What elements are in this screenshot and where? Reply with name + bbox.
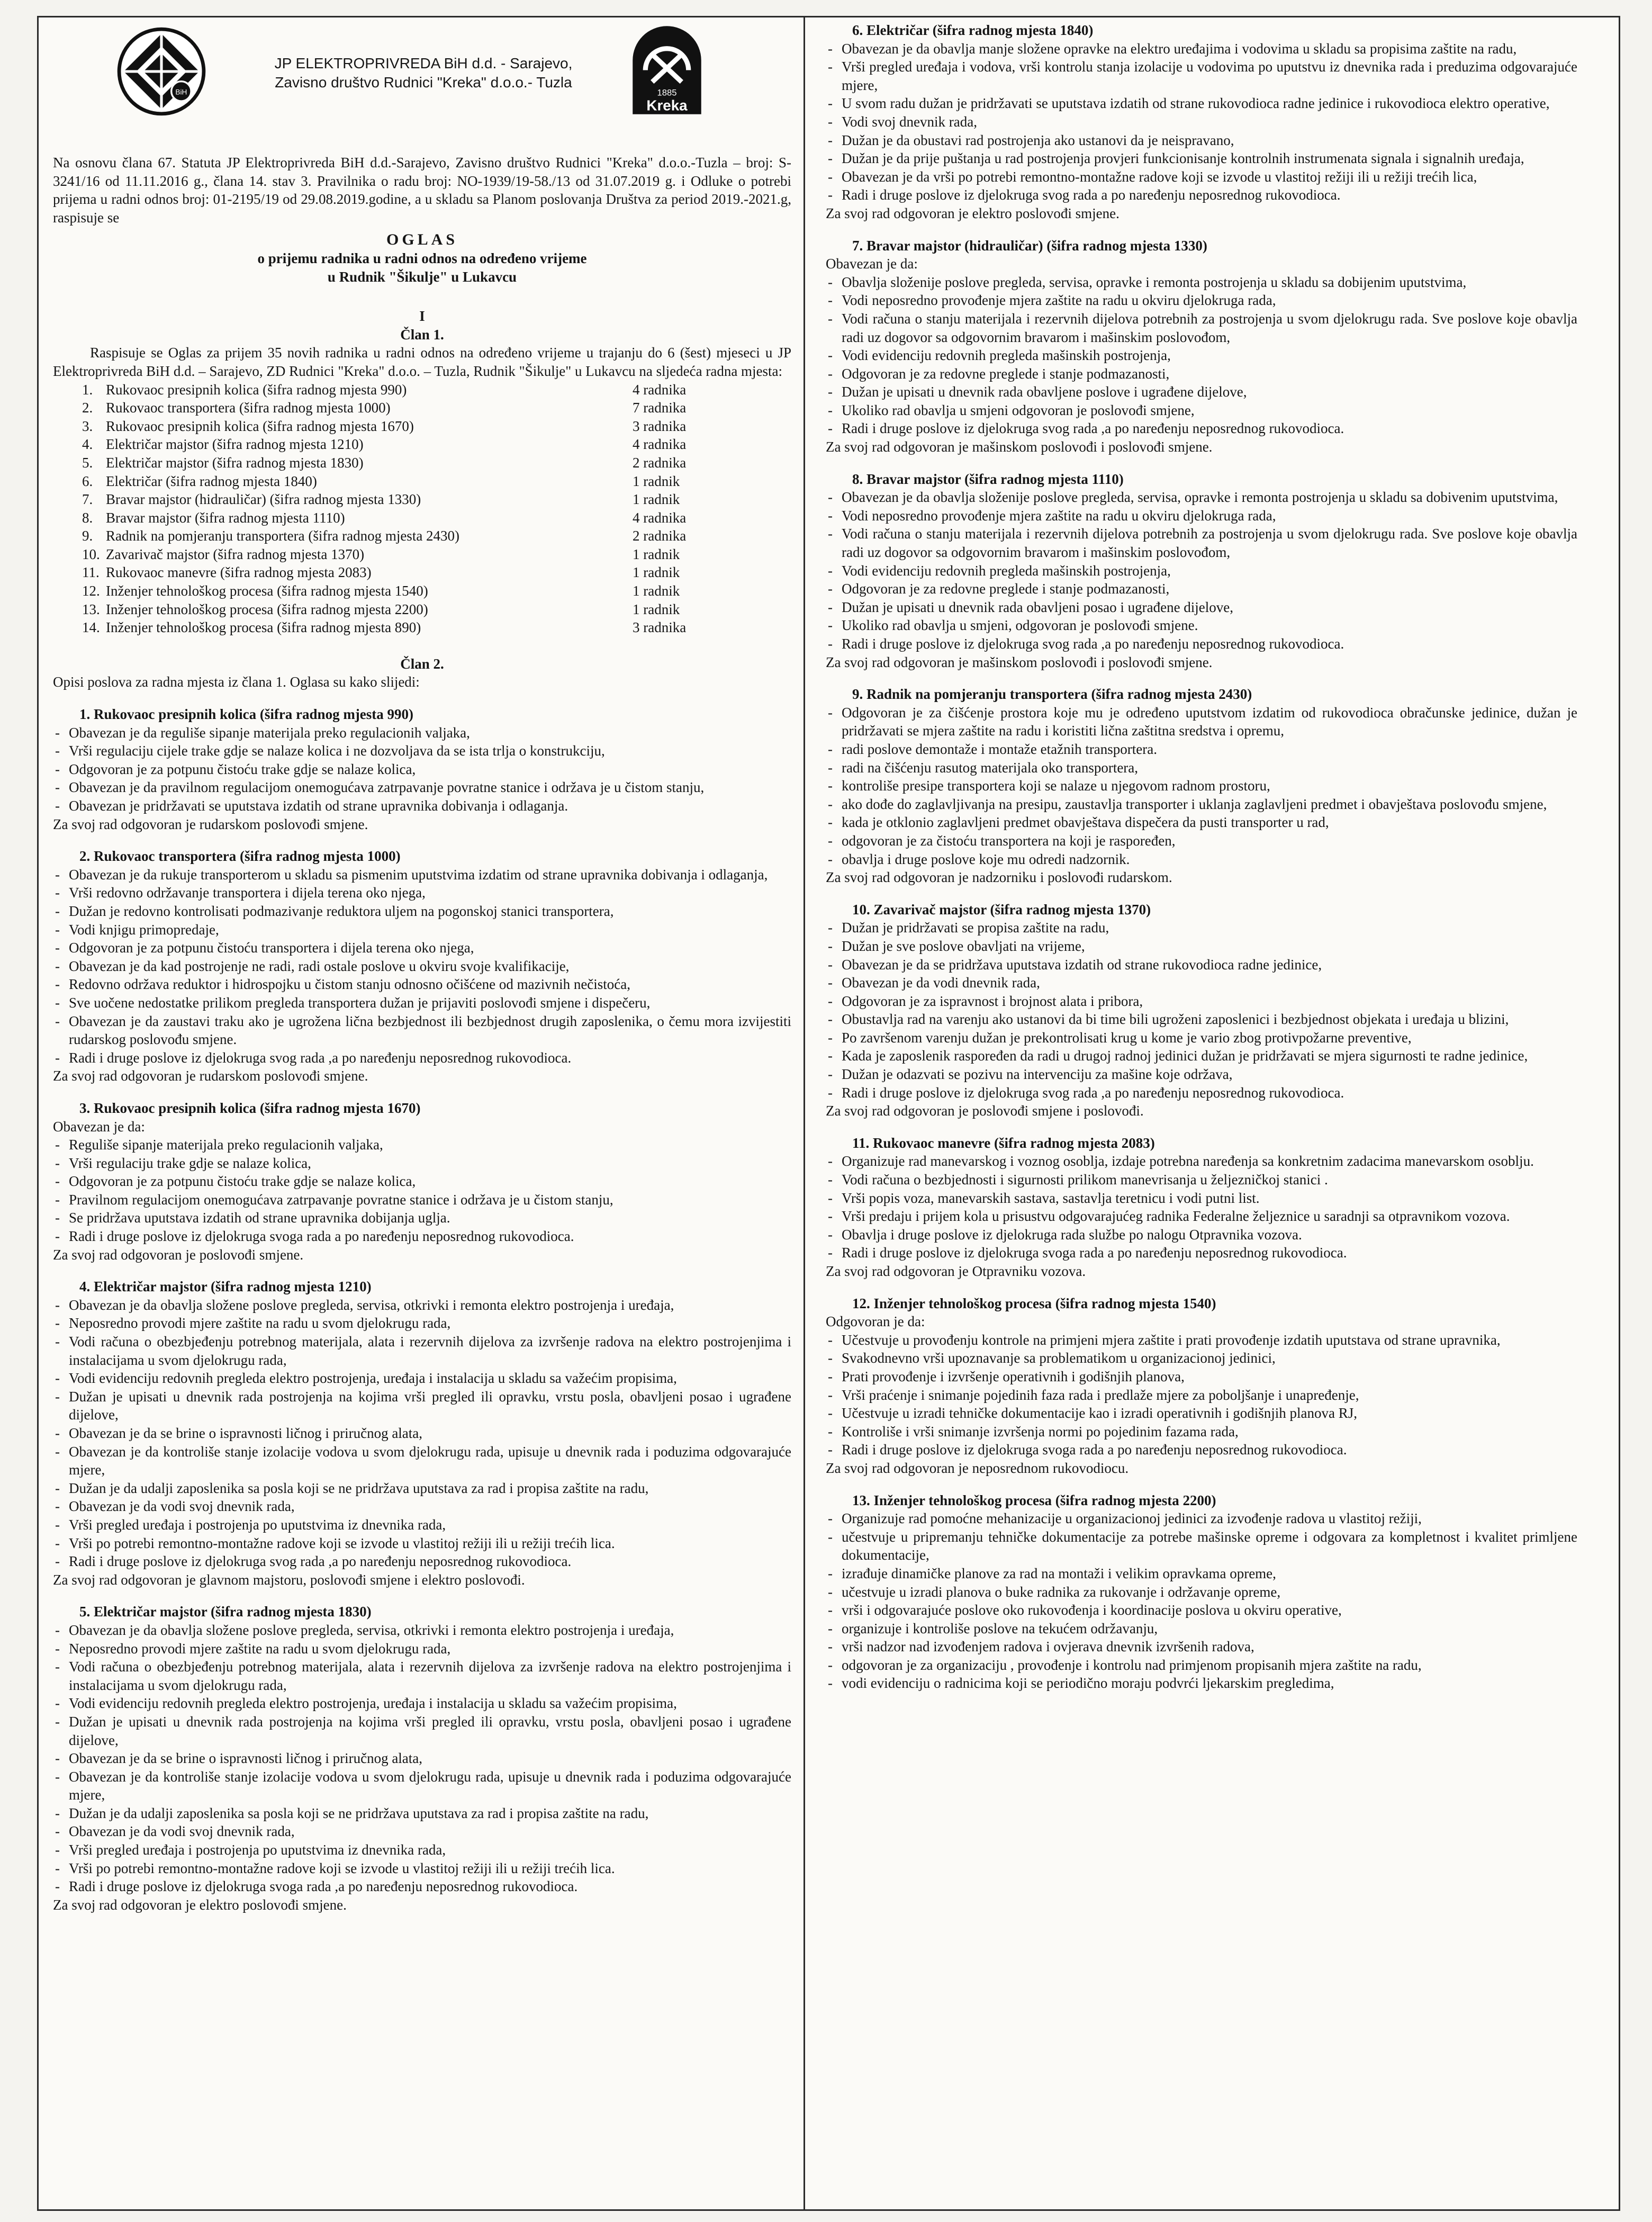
duty-item: - Ukoliko rad obavlja u smjeni, odgovoran je poslovođi smjene. [826, 616, 1577, 635]
position-number: 6. [82, 473, 93, 489]
position-row [82, 454, 717, 472]
duty-item: - Kada je zaposlenik raspoređen da radi u drugoj radnoj jedinici dužan je pridržavati se mjera sigurnosti te radne jedinice, [826, 1047, 1577, 1065]
duty-item: - odgovoran je za čistoću transportera na koji je raspoređen, [826, 832, 1577, 850]
duty-item: - Radi i druge poslove iz djelokruga svog rada ,a po naređenju neposrednog rukovodioca. [826, 419, 1577, 438]
responsibility-note: Za svoj rad odgovoran je nadzorniku i poslovođi rudarskom. [826, 869, 1172, 886]
duty-item: - Neposredno provodi mjere zaštite na radu u svom djelokrugu rada, [53, 1314, 791, 1333]
duty-item: - Vrši popis voza, manevarskih sastava, sastavlja teretnicu i vodi putni list. [826, 1189, 1577, 1208]
duty-item: - Radi i druge poslove iz djelokruga svoga rada a po naređenju neposrednog rukovodioca. [53, 1227, 791, 1246]
position-number: 7. [82, 491, 93, 508]
job-title: 2. Rukovaoc transportera (šifra radnog mjesta 1000) [79, 848, 401, 865]
position-number: 11. [82, 564, 100, 581]
duty-item: - kada je otklonio zaglavljeni predmet obavještava dispečera da pusti transporter u rad, [826, 813, 1577, 832]
duty-item: - Radi i druge poslove iz djelokruga svoga rada a po naređenju neposrednog rukovodioca. [826, 1244, 1577, 1262]
clan-1-text: Raspisuje se Oglas za prijem 35 novih radnika u radni odnos na određeno vrijeme u trajanju do 6 (šest) mjeseci u JP Elektroprivreda BiH d.d. – Sarajevo, ZD Rudnici "Kreka" d.o.o. – Tuzla, Rudnik "Šikulje" u Lukavcu na sljedeća radna mjesta: [53, 345, 791, 379]
position-row [82, 582, 717, 600]
position-row [82, 600, 717, 619]
duties-list [826, 1331, 1577, 1459]
position-count: 2 radnika [633, 454, 687, 471]
announcement-title: OGLAS [386, 231, 458, 249]
position-count: 1 radnik [633, 473, 680, 489]
duty-item: - Obavezan je da obavlja složene poslove pregleda, servisa, otkrivki i remonta elektro postrojenja i uređaja, [53, 1296, 791, 1315]
position-number: 3. [82, 418, 93, 434]
job-description-section [53, 1099, 791, 1264]
clan-2-text: Opisi poslova za radna mjesta iz člana 1. Oglasa su kako slijedi: [53, 674, 420, 690]
duty-item: - Se pridržava uputstava izdatih od strane upravnika dobijanja uglja. [53, 1209, 791, 1227]
duty-item: - Vrši regulaciju cijele trake gdje se nalaze kolica i ne dozvoljava da se ista trlja o konstrukciju, [53, 742, 791, 760]
duty-item: - Obavezan je da vodi svoj dnevnik rada, [53, 1822, 791, 1841]
duty-item: - Obavlja i druge poslove iz djelokruga rada službe po nalogu Otpravnika vozova. [826, 1226, 1577, 1244]
section-roman-numeral: I [419, 308, 425, 325]
duty-item: - Učestvuje u izradi tehničke dokumentacije kao i izradi operativnih i godišnjih planova RJ, [826, 1404, 1577, 1423]
job-description-section [53, 847, 791, 1085]
position-name: Inženjer tehnološkog procesa (šifra radnog mjesta 1540) [106, 583, 428, 599]
responsibility-note: Za svoj rad odgovoran je poslovođi smjene. [53, 1246, 304, 1263]
duties-list [826, 919, 1577, 1102]
left-job-descriptions [53, 705, 791, 1914]
position-name: Zavarivač majstor (šifra radnog mjesta 1370) [106, 546, 365, 562]
job-title: 13. Inženjer tehnološkog procesa (šifra radnog mjesta 2200) [852, 1492, 1216, 1508]
position-count: 1 radnik [633, 546, 680, 562]
duty-item: - Vrši po potrebi remontno-montažne radove koji se izvode u vlastitoj režiji ili u režiji trećih lica. [53, 1534, 791, 1553]
duty-item: - Vodi evidenciju redovnih pregleda elektro postrojenja, uređaja i instalacija u skladu sa važećim propisima, [53, 1369, 791, 1388]
duties-list [826, 488, 1577, 653]
job-description-section [826, 1134, 1577, 1281]
company-line-1: JP ELEKTROPRIVREDA BiH d.d. - Sarajevo, [274, 55, 573, 71]
position-number: 12. [82, 583, 100, 599]
job-description-section [826, 21, 1577, 223]
duty-item: - Obavezan je da se brine o ispravnosti ličnog i priručnog alata, [53, 1749, 791, 1768]
position-row [82, 435, 717, 454]
job-description-section [826, 237, 1577, 456]
position-row [82, 490, 717, 509]
job-title: 1. Rukovaoc presipnih kolica (šifra radnog mjesta 990) [79, 706, 414, 723]
elektroprivreda-logo-icon [116, 26, 206, 116]
duty-item: - Obustavlja rad na varenju ako ustanovi da bi time bili ugroženi zaposlenici i bezbjednost objekata i uređaja u blizini, [826, 1010, 1577, 1029]
duties-list [53, 1296, 791, 1571]
duty-item: - Vodi evidenciju redovnih pregleda elektro postrojenja, uređaja i instalacija u skladu sa važećim propisima, [53, 1694, 791, 1713]
position-name: Rukovaoc presipnih kolica (šifra radnog mjesta 1670) [106, 418, 414, 434]
position-row [82, 618, 717, 637]
job-title: 4. Električar majstor (šifra radnog mjesta 1210) [79, 1279, 372, 1295]
duty-item: - ako dođe do zaglavljivanja na presipu, zaustavlja transporter i uklanja zaglavljeni predmet i obavještava poslovođu smjene, [826, 795, 1577, 814]
position-count: 4 radnika [633, 436, 687, 453]
position-name: Rukovaoc manevre (šifra radnog mjesta 2083) [106, 564, 372, 581]
position-name: Električar (šifra radnog mjesta 1840) [106, 473, 317, 489]
duty-item: - Radi i druge poslove iz djelokruga svog rada ,a po naređenju neposrednog rukovodioca. [826, 1084, 1577, 1102]
job-description-section [826, 1294, 1577, 1478]
position-name: Rukovaoc presipnih kolica (šifra radnog mjesta 990) [106, 381, 407, 398]
position-name: Rukovaoc transportera (šifra radnog mjesta 1000) [106, 400, 391, 416]
left-column [53, 21, 791, 1914]
duty-item: - Učestvuje u provođenju kontrole na primjeni mjera zaštite i prati provođenje izdatih uputstava od strane upravnika, [826, 1331, 1577, 1350]
responsibility-note: Za svoj rad odgovoran je elektro poslovođi smjene. [53, 1896, 347, 1913]
position-count: 4 radnika [633, 381, 687, 398]
position-count: 7 radnika [633, 400, 687, 416]
responsibility-note: Za svoj rad odgovoran je elektro poslovođi smjene. [826, 205, 1120, 221]
duty-item: - Vodi računa o obezbjeđenju potrebnog materijala, alata i rezervnih dijelova za izvršenje radova na elektro postrojenjima i instalacijama u svom djelokrugu rada, [53, 1333, 791, 1369]
duty-item: - Odgovoran je za potpunu čistoću transportera i dijela terena oko njega, [53, 939, 791, 957]
duty-item: - Obavezan je da se pridržava uputstava izdatih od strane rukovodioca radne jedinice, [826, 956, 1577, 974]
duty-item: - Radi i druge poslove iz djelokruga svog rada ,a po naređenju neposrednog rukovodioca. [53, 1049, 791, 1067]
duty-item: - Odgovoran je za potpunu čistoću trake gdje se nalaze kolica, [53, 1172, 791, 1191]
duty-item: - Obavezan je da se brine o ispravnosti ličnog i priručnog alata, [53, 1424, 791, 1443]
clan-1-heading: Član 1. [400, 326, 444, 343]
duty-item: - Radi i druge poslove iz djelokruga svoga rada a po naređenju neposrednog rukovodioca. [826, 1441, 1577, 1459]
company-name [249, 54, 598, 92]
duties-list [826, 1509, 1577, 1693]
duty-item: - Svakodnevno vrši upoznavanje sa problematikom u organizacionoj jedinici, [826, 1349, 1577, 1368]
duty-item: - Obavezan je da kontroliše stanje izolacije vodova u svom djelokrugu rada, upisuje u dnevnik rada i poduzima odgovarajuće mjere, [53, 1768, 791, 1804]
duty-item: - Obavezan je da kontroliše stanje izolacije vodova u svom djelokrugu rada, upisuje u dnevnik rada i poduzima odgovarajuće mjere, [53, 1443, 791, 1479]
responsibility-note: Za svoj rad odgovoran je mašinskom poslovođi i poslovođi smjene. [826, 439, 1213, 455]
duty-item: - Obavezan je da vodi svoj dnevnik rada, [53, 1497, 791, 1516]
position-name: Inženjer tehnološkog procesa (šifra radnog mjesta 2200) [106, 601, 428, 617]
position-row [82, 545, 717, 564]
job-title: 8. Bravar majstor (šifra radnog mjesta 1110) [852, 471, 1124, 487]
job-description-section [53, 705, 791, 833]
duty-item: - Dužan je odazvati se pozivu na intervenciju za mašine koje održava, [826, 1065, 1577, 1084]
clan-2-heading: Član 2. [400, 655, 444, 672]
responsibility-note: Za svoj rad odgovoran je rudarskom poslovođi smjene. [53, 1068, 368, 1084]
duty-item: - Radi i druge poslove iz djelokruga svog rada ,a po naređenju neposrednog rukovodioca. [53, 1552, 791, 1571]
duties-list [826, 704, 1577, 868]
position-number: 4. [82, 436, 93, 453]
position-row [82, 563, 717, 582]
duty-item: - Vodi računa o bezbjednosti i sigurnosti prilikom manevrisanja u željezničkoj stanici . [826, 1171, 1577, 1189]
responsibility-note: Za svoj rad odgovoran je Otpravniku vozova. [826, 1263, 1086, 1279]
duty-item: - Obavezan je da obavlja složene poslove pregleda, servisa, otkrivki i remonta elektro postrojenja i uređaja, [53, 1621, 791, 1640]
duty-item: - Obavlja složenije poslove pregleda, servisa, opravke i remonta postrojenja u skladu sa dobijenim uputstvima, [826, 273, 1577, 292]
duties-list [53, 724, 791, 815]
duty-item: - Vodi knjigu primopredaje, [53, 921, 791, 939]
position-name: Radnik na pomjeranju transportera (šifra radnog mjesta 2430) [106, 528, 460, 544]
svg-text:BiH: BiH [175, 88, 187, 96]
duty-item: - vodi evidenciju o radnicima koji se periodično moraju podvrći ljekarskim pregledima, [826, 1674, 1577, 1693]
duty-item: - obavlja i druge poslove koje mu odredi nadzornik. [826, 850, 1577, 869]
responsibility-note: Za svoj rad odgovoran je neposrednom rukovodiocu. [826, 1460, 1129, 1476]
duty-item: - Radi i druge poslove iz djelokruga svog rada ,a po naređenju neposrednog rukovodioca. [826, 635, 1577, 653]
position-number: 8. [82, 509, 93, 526]
duty-item: - vrši nadzor nad izvođenjem radova i ovjerava dnevnik izvršenih radova, [826, 1638, 1577, 1656]
position-name: Bravar majstor (šifra radnog mjesta 1110) [106, 509, 345, 526]
duty-item: - Obavezan je da obavlja manje složene opravke na elektro uređajima i vodovima u skladu sa propisima zaštite na radu, [826, 40, 1577, 58]
position-number: 9. [82, 528, 93, 544]
duty-item: - kontroliše presipe transportera koji se nalaze u njegovom radnom prostoru, [826, 777, 1577, 795]
duty-item: - organizuje i kontroliše poslove na tekućem održavanju, [826, 1620, 1577, 1638]
duty-item: - Obavezan je da rukuje transporterom u skladu sa pismenim uputstvima izdatim od strane upravnika dobivanja i odlaganja, [53, 866, 791, 884]
duty-item: - radi na čišćenju rasutog materijala oko transportera, [826, 759, 1577, 777]
duty-item: - Kontroliše i vrši snimanje izvršenja normi po pojedinim fazama rada, [826, 1423, 1577, 1441]
job-title: 11. Rukovaoc manevre (šifra radnog mjesta 2083) [852, 1135, 1155, 1151]
duty-item: - Obavezan je da reguliše sipanje materijala preko regulacionih valjaka, [53, 724, 791, 742]
position-number: 10. [82, 546, 100, 562]
column-divider [804, 16, 805, 2209]
duty-item: - Odgovoran je za redovne preglede i stanje podmazanosti, [826, 580, 1577, 598]
duty-item: - Organizuje rad pomoćne mehanizacije u organizacionoj jedinici za izvođenje radova u vlastitoj režiji, [826, 1509, 1577, 1528]
position-row [82, 509, 717, 527]
duty-item: - Vodi neposredno provođenje mjera zaštite na radu u okviru djelokruga rada, [826, 291, 1577, 310]
duty-item: - Vrši redovno održavanje transportera i dijela terena oko njega, [53, 884, 791, 902]
position-name: Bravar majstor (hidrauličar) (šifra radnog mjesta 1330) [106, 491, 421, 508]
duty-item: - Dužan je da udalji zaposlenika sa posla koji se ne pridržava uputstava za rad i propisa zaštite na radu, [53, 1804, 791, 1823]
job-title: 3. Rukovaoc presipnih kolica (šifra radnog mjesta 1670) [79, 1100, 421, 1116]
position-name: Električar majstor (šifra radnog mjesta 1830) [106, 454, 364, 471]
position-row [82, 381, 717, 399]
job-description-section [53, 1278, 791, 1589]
duty-item: - Obavezan je da kad postrojenje ne radi, radi ostale poslove u okviru svoje kvalifikacije, [53, 957, 791, 976]
duty-item: - radi poslove demontaže i montaže etažnih transportera. [826, 740, 1577, 759]
duty-item: - Odgovoran je za ispravnost i brojnost alata i pribora, [826, 992, 1577, 1011]
duty-item: - Dužan je sve poslove obavljati na vrijeme, [826, 937, 1577, 956]
position-name: Električar majstor (šifra radnog mjesta 1210) [106, 436, 364, 453]
duty-item: - Vodi svoj dnevnik rada, [826, 113, 1577, 131]
duty-item: - Redovno održava reduktor i hidrospojku u čistom stanju odnosno očišćene od mazivnih nečistoća, [53, 975, 791, 994]
duties-list [826, 1152, 1577, 1262]
duty-item: - Dužan je upisati u dnevnik rada postrojenja na kojima vrši pregled ili opravku, vrstu posla, obavljeni posao i ugrađene dijelove, [53, 1388, 791, 1424]
job-title: 7. Bravar majstor (hidrauličar) (šifra radnog mjesta 1330) [852, 237, 1207, 254]
svg-text:1885: 1885 [657, 87, 677, 98]
duties-list [53, 1136, 791, 1246]
duty-item: - Prati provođenje i izvršenje operativnih i godišnjih planova, [826, 1368, 1577, 1386]
duty-item: - Vodi računa o stanju materijala i rezervnih dijelova potrebnih za postrojenja u svom djelokrugu rada. Sve poslove koje obavlja radi uz dogovor sa odgovornim bravarom i mašinskim poslovođom, [826, 310, 1577, 346]
duty-item: - Dužan je pridržavati se propisa zaštite na radu, [826, 919, 1577, 937]
announcement-subtitle-2: u Rudnik "Šikulje" u Lukavcu [327, 268, 517, 285]
position-number: 13. [82, 601, 100, 617]
job-title: 6. Električar (šifra radnog mjesta 1840) [852, 22, 1094, 38]
announcement-subtitle-1: o prijemu radnika u radni odnos na određeno vrijeme [257, 250, 587, 266]
kreka-logo-icon [627, 21, 707, 119]
job-title: 9. Radnik na pomjeranju transportera (šifra radnog mjesta 2430) [852, 686, 1252, 703]
duty-item: - Dužan je upisati u dnevnik rada obavljene poslove i ugrađene dijelove, [826, 383, 1577, 401]
duty-item: - odgovoran je za organizaciju , provođenje i kontrolu nad primjenom propisanih mjera zaštite na radu, [826, 1656, 1577, 1675]
duty-item: - Vodi neposredno provođenje mjera zaštite na radu u okviru djelokruga rada, [826, 507, 1577, 525]
job-lead-text: Obavezan je da: [53, 1118, 145, 1135]
duty-item: - Obavezan je pridržavati se uputstava izdatih od strane upravnika dobivanja i odlaganja. [53, 797, 791, 815]
job-title: 5. Električar majstor (šifra radnog mjesta 1830) [79, 1604, 372, 1620]
duty-item: - Vrši praćenje i snimanje pojedinih faza rada i predlaže mjere za poboljšanje i unapređenje, [826, 1386, 1577, 1405]
responsibility-note: Za svoj rad odgovoran je glavnom majstoru, poslovođi smjene i elektro poslovođi. [53, 1571, 525, 1588]
position-number: 5. [82, 454, 93, 471]
duty-item: - Dužan je upisati u dnevnik rada postrojenja na kojima vrši pregled ili opravku, vrstu posla, obavljeni posao i ugrađene dijelove, [53, 1713, 791, 1749]
position-number: 2. [82, 400, 93, 416]
duty-item: - Dužan je upisati u dnevnik rada obavljeni posao i ugrađene dijelove, [826, 598, 1577, 617]
duty-item: - Vrši pregled uređaja i vodova, vrši kontrolu stanja izolacije u vodovima po uputstvu iz dnevnika rada i preduzima odgovarajuće mjere, [826, 58, 1577, 94]
position-count: 1 radnik [633, 601, 680, 617]
responsibility-note: Za svoj rad odgovoran je poslovođi smjene i poslovođi. [826, 1103, 1144, 1119]
duty-item: - Vodi računa o stanju materijala i rezervnih dijelova potrebnih za postrojenja u svom djelokrugu rada. Sve poslove koje obavlja radi uz dogovor sa odgovornim bravarom i mašinskim poslovođom, [826, 525, 1577, 561]
duty-item: - Vrši po potrebi remontno-montažne radove koji se izvode u vlastitoj režiji ili u režiji trećih lica. [53, 1859, 791, 1878]
position-count: 1 radnik [633, 583, 680, 599]
duty-item: - učestvuje u pripremanju tehničke dokumentacije za potrebe mašinske opreme i odgovara za kompletnost i kvalitet primljene dokumentacije, [826, 1528, 1577, 1564]
position-count: 1 radnik [633, 491, 680, 508]
duty-item: - Dužan je redovno kontrolisati podmazivanje reduktora uljem na pogonskoj stanici transportera, [53, 902, 791, 921]
duty-item: - Ukoliko rad obavlja u smjeni odgovoran je poslovođi smjene, [826, 401, 1577, 420]
positions-table [82, 381, 717, 637]
duty-item: - Reguliše sipanje materijala preko regulacionih valjaka, [53, 1136, 791, 1154]
duties-list [53, 866, 791, 1067]
company-line-2: Zavisno društvo Rudnici "Kreka" d.o.o.- Tuzla [275, 74, 572, 91]
job-description-section [826, 901, 1577, 1120]
duty-item: - Odgovoran je za redovne preglede i stanje podmazanosti, [826, 365, 1577, 383]
duty-item: - Obavezan je da vrši po potrebi remontno-montažne radove koji se izvode u vlastitoj režiji ili u režiji trećih lica, [826, 168, 1577, 186]
job-description-section [826, 1491, 1577, 1693]
duty-item: - Sve uočene nedostatke prilikom pregleda transportera dužan je prijaviti poslovođi smjene i dispečeru, [53, 994, 791, 1012]
duty-item: - Po završenom varenju dužan je prekontrolisati krug u kome je vario zbog protivpožarne preventive, [826, 1029, 1577, 1047]
job-title: 12. Inženjer tehnološkog procesa (šifra radnog mjesta 1540) [852, 1295, 1216, 1311]
letterhead [53, 21, 791, 138]
duty-item: - Obavezan je da vodi dnevnik rada, [826, 974, 1577, 992]
position-count: 2 radnika [633, 528, 687, 544]
duty-item: - Odgovoran je za potpunu čistoću trake gdje se nalaze kolica, [53, 760, 791, 779]
duty-item: - Dužan je da udalji zaposlenika sa posla koji se ne pridržava uputstava za rad i propisa zaštite na radu, [53, 1479, 791, 1498]
duties-list [826, 273, 1577, 438]
position-count: 3 radnika [633, 619, 687, 636]
duty-item: - Vrši regulaciju trake gdje se nalaze kolica, [53, 1154, 791, 1173]
duty-item: - Odgovoran je za čišćenje prostora koje mu je određeno uputstvom izdatim od rukovodioca obračunske jedinice, dužan je pridržavati se mjera zaštite na radu i koristiti lična zaštitna sredstva i opremu, [826, 704, 1577, 740]
duties-list [53, 1621, 791, 1896]
duty-item: - Organizuje rad manevarskog i voznog osoblja, izdaje potrebna naređenja sa konkretnim zadacima manevarskom osoblju. [826, 1152, 1577, 1171]
duty-item: - Dužan je da prije puštanja u rad postrojenja provjeri funkcionisanje kontrolnih instrumenata signala i signalnih uređaja, [826, 149, 1577, 168]
job-description-section [53, 1603, 791, 1914]
job-description-section [826, 685, 1577, 887]
legal-basis-intro: Na osnovu člana 67. Statuta JP Elektroprivreda BiH d.d.-Sarajevo, Zavisno društvo Rudnici "Kreka" d.o.o.-Tuzla – broj: S-3241/16 od 11.11.2016 g., člana 14. stav 3. Pravilnika o radu broj: NO-1939/19-58./13 od 31.07.2019 g. i Odluke o potrebi prijema u radni odnos broj: 01-2195/19 od 29.08.2019.godine, a u skladu sa Planom poslovanja Društva za period 2019.-2021.g, raspisuje se [53, 155, 791, 226]
position-count: 1 radnik [633, 564, 680, 581]
position-row [82, 417, 717, 436]
svg-text:Kreka: Kreka [646, 97, 688, 114]
duty-item: - Vrši predaju i prijem kola u prisustvu odgovarajućeg radnika Federalne željeznice u saradnji sa otpravnikom vozova. [826, 1207, 1577, 1226]
job-description-section [826, 470, 1577, 672]
duty-item: - Vodi računa o obezbjeđenju potrebnog materijala, alata i rezervnih dijelova za izvršenje radova na elektro postrojenjima i instalacijama u svom djelokrugu rada, [53, 1658, 791, 1694]
duties-list [826, 40, 1577, 204]
position-number: 14. [82, 619, 100, 636]
duty-item: - Radi i druge poslove iz djelokruga svog rada a po naređenju neposrednog rukovodioca. [826, 186, 1577, 204]
position-row [82, 527, 717, 545]
duty-item: - učestvuje u izradi planova o buke radnika za rukovanje i održavanje opreme, [826, 1583, 1577, 1602]
duty-item: - Vodi evidenciju redovnih pregleda mašinskih postrojenja, [826, 346, 1577, 365]
position-count: 4 radnika [633, 509, 687, 526]
duty-item: - vrši i odgovarajuće poslove oko rukovođenja i koordinacije poslova u okviru operative, [826, 1601, 1577, 1620]
position-row [82, 399, 717, 417]
duty-item: - Vodi evidenciju redovnih pregleda mašinskih postrojenja, [826, 562, 1577, 580]
responsibility-note: Za svoj rad odgovoran je mašinskom poslovođi i poslovođi smjene. [826, 654, 1213, 670]
responsibility-note: Za svoj rad odgovoran je rudarskom poslovođi smjene. [53, 816, 368, 832]
position-number: 1. [82, 381, 93, 398]
duty-item: - Obavezan je da zaustavi traku ako je ugrožena lična bezbjednost ili bezbjednost drugih zaposlenika, o čemu mora izvijestiti rudarskog poslovođu smjene. [53, 1012, 791, 1049]
duty-item: - Obavezan je da pravilnom regulacijom onemogućava zatrpavanje povratne stanice i održava je u čistom stanju, [53, 778, 791, 797]
duty-item: - U svom radu dužan je pridržavati se uputstava izdatih od strane rukovodioca radne jedinice i rukovodioca elektro operative, [826, 94, 1577, 113]
duty-item: - Vrši pregled uređaja i postrojenja po uputstvima iz dnevnika rada, [53, 1516, 791, 1534]
right-job-descriptions [826, 21, 1577, 1693]
duty-item: - Radi i druge poslove iz djelokruga svoga rada ,a po naređenju neposrednog rukovodioca. [53, 1877, 791, 1896]
duty-item: - Pravilnom regulacijom onemogućava zatrpavanje povratne stanice i održava je u čistom stanju, [53, 1191, 791, 1209]
duty-item: - Vrši pregled uređaja i postrojenja po uputstvima iz dnevnika rada, [53, 1841, 791, 1859]
right-column [826, 21, 1577, 1693]
duty-item: - Obavezan je da obavlja složenije poslove pregleda, servisa, opravke i remonta postrojenja u skladu sa dobivenim uputstvima, [826, 488, 1577, 507]
duty-item: - Neposredno provodi mjere zaštite na radu u svom djelokrugu rada, [53, 1640, 791, 1658]
duty-item: - Dužan je da obustavi rad postrojenja ako ustanovi da je neispravano, [826, 131, 1577, 150]
job-lead-text: Obavezan je da: [826, 256, 918, 272]
job-title: 10. Zavarivač majstor (šifra radnog mjesta 1370) [852, 901, 1151, 917]
position-row [82, 472, 717, 491]
duty-item: - izrađuje dinamičke planove za rad na montaži i velikim opravkama opreme, [826, 1564, 1577, 1583]
position-count: 3 radnika [633, 418, 687, 434]
position-name: Inženjer tehnološkog procesa (šifra radnog mjesta 890) [106, 619, 421, 636]
job-lead-text: Odgovoran je da: [826, 1314, 925, 1330]
